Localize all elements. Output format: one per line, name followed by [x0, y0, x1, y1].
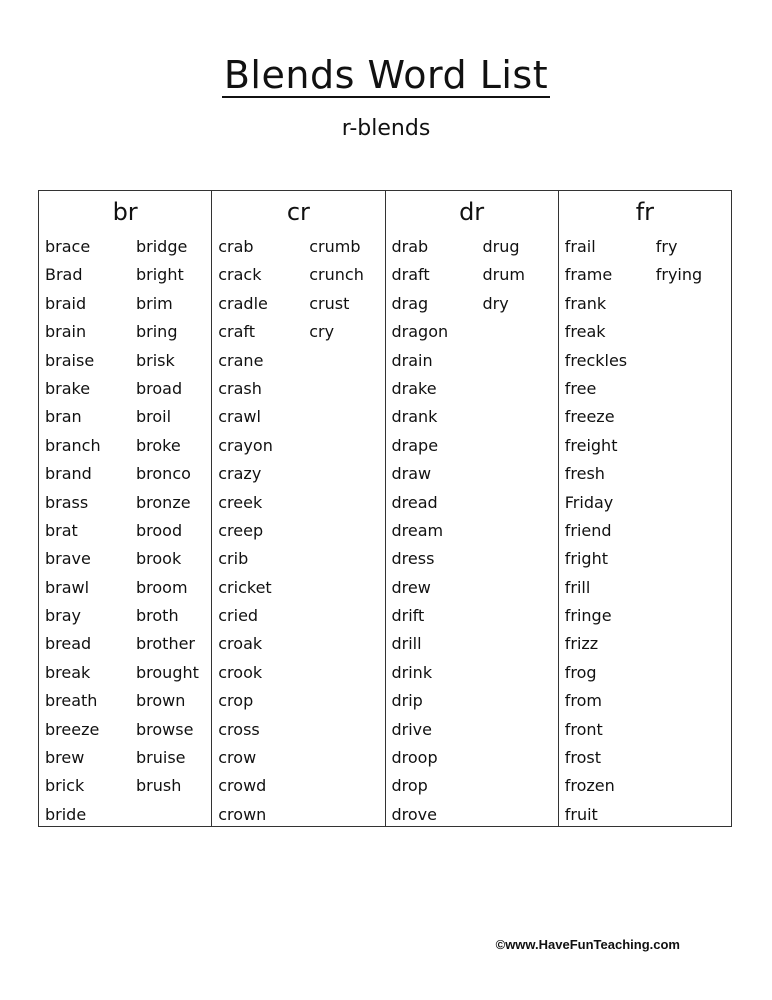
word-lists	[565, 233, 727, 829]
word-item: cry	[309, 322, 335, 342]
word-item: Brad	[45, 265, 83, 285]
word-item: drug	[482, 237, 520, 256]
word-item: Friday	[564, 492, 614, 512]
word-item: brought	[136, 662, 199, 682]
word-item: drake	[391, 378, 437, 398]
word-item: bran	[45, 407, 82, 427]
word-item: bray	[45, 606, 82, 626]
blend-column-cr	[212, 191, 385, 826]
word-item: frill	[564, 577, 591, 597]
word-item: draft	[391, 265, 430, 285]
word-item: break	[45, 662, 91, 682]
word-item: broom	[136, 577, 188, 597]
word-item: brim	[136, 293, 173, 313]
word-item: crawl	[218, 407, 261, 427]
word-item: broil	[136, 407, 172, 427]
word-item: cradle	[218, 293, 268, 313]
word-list	[656, 233, 747, 829]
blend-column-br	[39, 191, 212, 826]
word-item: front	[564, 719, 603, 739]
word-item: brace	[45, 237, 91, 256]
word-item: drank	[391, 407, 438, 427]
word-item: brew	[45, 748, 85, 768]
word-item: drill	[391, 634, 422, 654]
word-item: brass	[45, 492, 89, 512]
word-item: crack	[218, 265, 262, 285]
word-item: drink	[391, 662, 433, 682]
word-item: brisk	[136, 350, 175, 370]
word-item: crumb	[309, 237, 361, 256]
word-item: browse	[136, 719, 194, 739]
page-title-text: Blends Word List	[223, 53, 549, 97]
word-item: drop	[391, 776, 428, 796]
blend-header: dr	[459, 198, 485, 226]
word-item: cross	[218, 719, 260, 739]
word-item: crust	[309, 293, 350, 313]
word-item: bronze	[136, 492, 191, 512]
word-item: branch	[45, 435, 101, 455]
word-item: fright	[564, 549, 608, 569]
word-item: fruit	[564, 804, 598, 824]
word-item: brick	[45, 776, 85, 796]
word-item: cried	[218, 606, 259, 626]
word-lists	[45, 233, 207, 829]
word-item: breeze	[45, 719, 100, 739]
page-title	[0, 52, 772, 98]
word-item: friend	[564, 520, 612, 540]
word-item: bruise	[136, 748, 186, 768]
word-item: crunch	[309, 265, 364, 285]
word-item: craft	[218, 322, 256, 342]
word-item: broad	[136, 378, 183, 398]
word-item: crook	[218, 662, 263, 682]
blend-header: fr	[635, 198, 655, 226]
word-lists	[218, 233, 380, 829]
word-item: brave	[45, 549, 91, 569]
copyright-footer: ©www.HaveFunTeaching.com	[495, 937, 680, 952]
blend-column-fr	[559, 191, 731, 826]
word-item: crayon	[218, 435, 273, 455]
word-item: crane	[218, 350, 264, 370]
word-item: dread	[391, 492, 438, 512]
word-lists	[392, 233, 554, 829]
word-item: creek	[218, 492, 263, 512]
word-item: bring	[136, 322, 178, 342]
word-item: drip	[391, 691, 423, 711]
word-item: bread	[45, 634, 92, 654]
word-item: fresh	[564, 464, 605, 484]
word-item: drain	[391, 350, 433, 370]
word-item: dress	[391, 549, 435, 569]
word-item: breath	[45, 691, 98, 711]
word-item: frank	[564, 293, 607, 313]
blend-column-dr	[386, 191, 559, 826]
word-list	[218, 233, 309, 829]
word-item: broke	[136, 435, 181, 455]
word-item: freak	[564, 322, 606, 342]
word-item: drape	[391, 435, 439, 455]
blend-header: br	[112, 198, 138, 226]
word-item: braise	[45, 350, 95, 370]
word-item: frozen	[564, 776, 615, 796]
word-item: crash	[218, 378, 262, 398]
word-item: drift	[391, 606, 425, 626]
word-item: frame	[564, 265, 613, 285]
word-item: brake	[45, 378, 91, 398]
word-table	[38, 190, 732, 827]
word-item: freckles	[564, 350, 628, 370]
word-item: free	[564, 378, 597, 398]
word-item: dream	[391, 520, 444, 540]
word-list	[45, 233, 136, 829]
word-item: brawl	[45, 577, 90, 597]
word-item: brood	[136, 520, 183, 540]
word-item: brook	[136, 549, 182, 569]
word-item: drum	[482, 265, 525, 285]
word-item: fry	[655, 237, 678, 256]
word-item: brat	[45, 520, 78, 540]
word-item: crib	[218, 549, 249, 569]
word-item: drew	[391, 577, 431, 597]
word-item: braid	[45, 293, 87, 313]
word-item: bridge	[136, 237, 188, 256]
word-item: frost	[564, 748, 602, 768]
word-item: crowd	[218, 776, 267, 796]
page-subtitle: r-blends	[341, 116, 431, 141]
word-item: droop	[391, 748, 438, 768]
word-item: frizz	[564, 634, 599, 654]
word-item: croak	[218, 634, 263, 654]
word-item: drive	[391, 719, 432, 739]
word-item: drab	[391, 237, 429, 256]
word-item: dragon	[391, 322, 449, 342]
word-item: bronco	[136, 464, 191, 484]
word-item: broth	[136, 606, 179, 626]
word-item: brain	[45, 322, 87, 342]
word-item: dry	[482, 293, 509, 313]
word-item: frying	[655, 265, 703, 285]
word-item: frog	[564, 662, 597, 682]
word-item: crow	[218, 748, 257, 768]
word-item: from	[564, 691, 602, 711]
word-item: creep	[218, 520, 264, 540]
word-item: brush	[136, 776, 182, 796]
word-item: draw	[391, 464, 432, 484]
word-item: freeze	[564, 407, 615, 427]
word-item: brown	[136, 691, 186, 711]
word-item: bright	[136, 265, 184, 285]
word-item: freight	[564, 435, 618, 455]
word-list	[392, 233, 483, 829]
word-item: crown	[218, 804, 267, 824]
blend-header: cr	[286, 198, 310, 226]
word-item: brand	[45, 464, 92, 484]
word-item: brother	[136, 634, 196, 654]
word-item: crop	[218, 691, 254, 711]
word-item: frail	[564, 237, 596, 256]
word-item: bride	[45, 804, 87, 824]
word-item: drag	[391, 293, 429, 313]
word-item: drove	[391, 804, 437, 824]
word-item: crab	[218, 237, 254, 256]
word-list	[565, 233, 656, 829]
word-item: cricket	[218, 577, 272, 597]
word-item: crazy	[218, 464, 262, 484]
word-item: fringe	[564, 606, 612, 626]
